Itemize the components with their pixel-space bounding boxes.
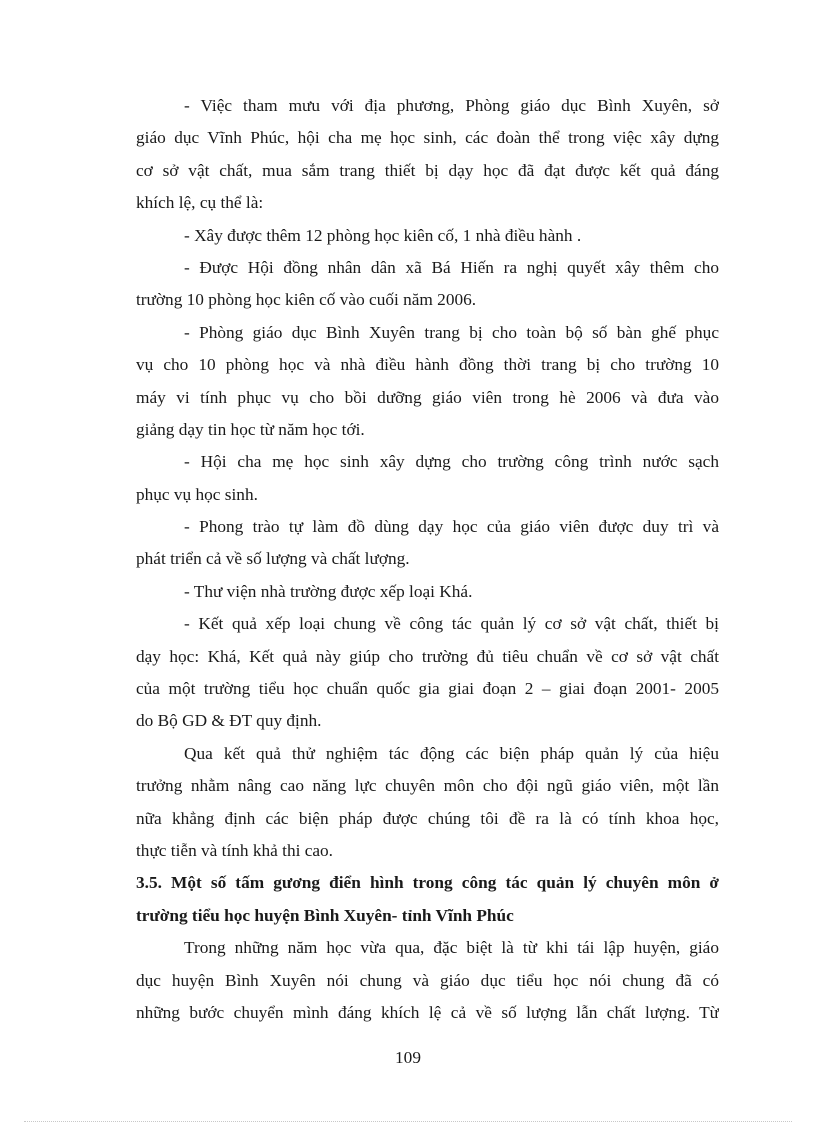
section-heading-3-5	[136, 867, 719, 932]
paragraph-consultation	[136, 90, 719, 220]
paragraph-clean-water	[136, 446, 719, 511]
text-line: của một trường tiểu học chuẩn quốc gia giai đoạn 2 – giai đoạn 2001- 2005	[136, 679, 719, 699]
text-line: những bước chuyển mình đáng khích lệ cả về số lượng lẫn chất lượng. Từ	[136, 1002, 719, 1022]
text-line: - Thư viện nhà trường được xếp loại Khá.	[184, 581, 473, 601]
text-line: trưởng nhằm nâng cao năng lực chuyên môn cho đội ngũ giáo viên, một lần	[136, 776, 719, 796]
text-line: nữa khẳng định các biện pháp được chúng tôi đề ra là có tính khoa học,	[136, 808, 719, 828]
paragraph-classrooms-built	[136, 220, 719, 252]
paragraph-equipment	[136, 317, 719, 447]
paragraph-introduction	[136, 932, 719, 1029]
paragraph-overall-result	[136, 608, 719, 738]
paragraph-conclusion	[136, 738, 719, 868]
text-line: do Bộ GD & ĐT quy định.	[136, 711, 322, 731]
text-line: cơ sở vật chất, mua sắm trang thiết bị dạy học đã đạt được kết quả đáng	[136, 160, 719, 180]
text-line: - Kết quả xếp loại chung về công tác quản lý cơ sở vật chất, thiết bị	[184, 614, 719, 634]
text-line: máy vi tính phục vụ cho bồi dưỡng giáo viên trong hè 2006 và đưa vào	[136, 387, 719, 407]
text-line: trường 10 phòng học kiên cố vào cuối năm 2006.	[136, 290, 477, 310]
text-line: - Được Hội đồng nhân dân xã Bá Hiến ra nghị quyết xây thêm cho	[184, 257, 719, 277]
paragraph-library	[136, 576, 719, 608]
heading-line: 3.5. Một số tấm gương điển hình trong công tác quản lý chuyên môn ở	[136, 873, 719, 893]
document-body	[136, 90, 719, 1029]
text-line: khích lệ, cụ thể là:	[136, 193, 264, 213]
text-line: giáo dục Vĩnh Phúc, hội cha mẹ học sinh, các đoàn thể trong việc xây dựng	[136, 128, 719, 148]
text-line: - Việc tham mưu với địa phương, Phòng giáo dục Bình Xuyên, sở	[184, 96, 719, 115]
text-line: - Hội cha mẹ học sinh xây dựng cho trường công trình nước sạch	[184, 452, 719, 472]
text-line: - Phong trào tự làm đồ dùng dạy học của giáo viên được duy trì và	[184, 517, 719, 537]
heading-line: trường tiểu học huyện Bình Xuyên- tỉnh Vĩnh Phúc	[136, 905, 514, 925]
text-line: vụ cho 10 phòng học và nhà điều hành đồng thời trang bị cho trường 10	[136, 355, 719, 375]
text-line: Trong những năm học vừa qua, đặc biệt là từ khi tái lập huyện, giáo	[184, 938, 719, 958]
page-bottom-border	[24, 1121, 792, 1122]
text-line: dục huyện Bình Xuyên nói chung và giáo dục tiểu học nói chung đã có	[136, 970, 719, 990]
text-line: phục vụ học sinh.	[136, 484, 258, 504]
paragraph-teaching-aids	[136, 511, 719, 576]
paragraph-council-resolution	[136, 252, 719, 317]
text-line: thực tiễn và tính khả thi cao.	[136, 840, 334, 860]
text-line: dạy học: Khá, Kết quả này giúp cho trường đủ tiêu chuẩn về cơ sở vật chất	[136, 646, 719, 666]
text-line: - Xây được thêm 12 phòng học kiên cố, 1 nhà điều hành .	[184, 225, 582, 245]
text-line: phát triển cả về số lượng và chất lượng.	[136, 549, 410, 569]
text-line: - Phòng giáo dục Bình Xuyên trang bị cho toàn bộ số bàn ghế phục	[184, 322, 719, 342]
text-line: Qua kết quả thử nghiệm tác động các biện pháp quản lý của hiệu	[184, 743, 719, 763]
text-line: giảng dạy tin học từ năm học tới.	[136, 419, 365, 439]
page-number: 109	[395, 1048, 421, 1067]
